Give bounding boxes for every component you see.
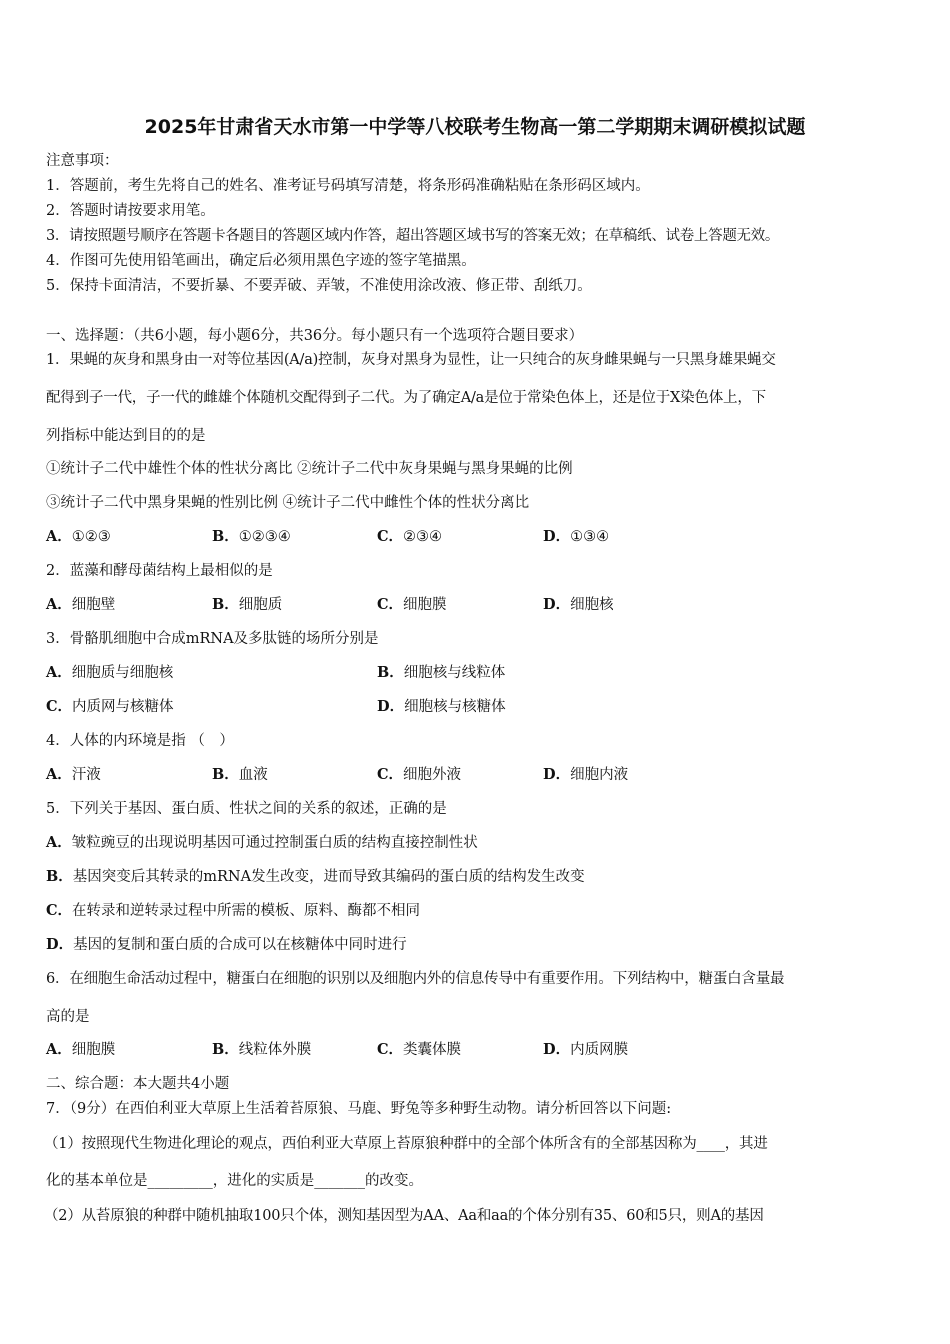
q1-sub2: ③统计子二代中黑身果蝇的性别比例 ④统计子二代中雌性个体的性状分离比 <box>46 495 530 511</box>
q5-option-d: D．基因的复制和蛋白质的合成可以在核糖体中同时进行 <box>46 936 407 953</box>
q3-option-a: A．细胞质与细胞核 <box>46 664 174 681</box>
q6-stem-line2: 高的是 <box>46 1009 90 1025</box>
q4-option-a: A．汗液 <box>46 766 101 783</box>
section1-heading: 一、选择题：（共6小题，每小题6分，共36分。每小题只有一个选项符合题目要求） <box>46 328 584 344</box>
notice-item: 5．保持卡面清洁，不要折暴、不要弄破、弄皱，不准使用涂改液、修正带、刮纸刀。 <box>46 278 592 294</box>
notice-heading: 注意事项： <box>46 153 119 169</box>
q2-stem: 2．蓝藻和酵母菌结构上最相似的是 <box>46 563 273 579</box>
q4-option-b: B．血液 <box>212 766 268 783</box>
q1-option-a: A．①②③ <box>46 528 111 545</box>
q2-option-d: D．细胞核 <box>543 596 614 613</box>
q7-part1-line1: （1）按照现代生物进化理论的观点，西伯利亚大草原上苔原狼种群中的全部个体所含有的全部基因称为____，其进 <box>44 1136 768 1152</box>
q3-stem: 3．骨骼肌细胞中合成mRNA及多肽链的场所分别是 <box>46 631 379 647</box>
q6-stem-line1: 6．在细胞生命活动过程中，糖蛋白在细胞的识别以及细胞内外的信息传导中有重要作用。下列结构中，糖蛋白含量最 <box>46 971 785 987</box>
q1-option-d: D．①③④ <box>543 528 610 545</box>
q2-option-c: C．细胞膜 <box>377 596 447 613</box>
q1-sub1: ①统计子二代中雄性个体的性状分离比 ②统计子二代中灰身果蝇与黑身果蝇的比例 <box>46 461 573 477</box>
q6-option-a: A．细胞膜 <box>46 1041 116 1058</box>
q5-option-a: A．皱粒豌豆的出现说明基因可通过控制蛋白质的结构直接控制性状 <box>46 834 478 851</box>
notice-item: 4．作图可先使用铅笔画出，确定后必须用黑色字迹的签字笔描黑。 <box>46 253 476 269</box>
q3-option-d: D．细胞核与核糖体 <box>377 698 506 715</box>
q5-option-b: B．基因突变后其转录的mRNA发生改变，进而导致其编码的蛋白质的结构发生改变 <box>46 868 585 885</box>
q3-option-b: B．细胞核与线粒体 <box>377 664 506 681</box>
q6-option-c: C．类囊体膜 <box>377 1041 462 1058</box>
q6-option-b: B．线粒体外膜 <box>212 1041 312 1058</box>
notice-item: 1．答题前，考生先将自己的姓名、准考证号码填写清楚，将条形码准确粘贴在条形码区域内。 <box>46 178 650 194</box>
q2-option-b: B．细胞质 <box>212 596 283 613</box>
q5-option-c: C．在转录和逆转录过程中所需的模板、原料、酶都不相同 <box>46 902 421 919</box>
q1-option-b: B．①②③④ <box>212 528 291 545</box>
q5-stem: 5．下列关于基因、蛋白质、性状之间的关系的叙述，正确的是 <box>46 801 447 817</box>
q4-stem: 4．人体的内环境是指 （ ） <box>46 733 234 749</box>
q7-part1-line2: 化的基本单位是_________，进化的实质是_______的改变。 <box>46 1173 423 1189</box>
q4-option-d: D．细胞内液 <box>543 766 629 783</box>
q4-option-c: C．细胞外液 <box>377 766 462 783</box>
q7-stem: 7．（9分）在西伯利亚大草原上生活着苔原狼、马鹿、野兔等多种野生动物。请分析回答以下问题: <box>46 1101 672 1117</box>
q2-option-a: A．细胞壁 <box>46 596 116 613</box>
q3-option-c: C．内质网与核糖体 <box>46 698 174 715</box>
q7-part2-line1: （2）从苔原狼的种群中随机抽取100只个体，测知基因型为AA、Aa和aa的个体分别有35、60和5只，则A的基因 <box>44 1208 764 1224</box>
exam-title: 2025年甘肃省天水市第一中学等八校联考生物高一第二学期期末调研模拟试题 <box>144 116 806 138</box>
q6-option-d: D．内质网膜 <box>543 1041 629 1058</box>
notice-item: 3．请按照题号顺序在答题卡各题目的答题区域内作答，超出答题区域书写的答案无效；在草稿纸、试卷上答题无效。 <box>46 228 780 244</box>
q1-stem-line2: 配得到子一代，子一代的雌雄个体随机交配得到子二代。为了确定A/a是位于常染色体上，还是位于X染色体上，下 <box>46 390 766 406</box>
q1-stem-line3: 列指标中能达到目的的是 <box>46 428 206 444</box>
notice-item: 2．答题时请按要求用笔。 <box>46 203 215 219</box>
q1-option-c: C．②③④ <box>377 528 443 545</box>
q1-stem-line1: 1．果蝇的灰身和黑身由一对等位基因(A/a)控制，灰身对黑身为显性，让一只纯合的灰身雌果蝇与一只黑身雄果蝇交 <box>46 352 776 368</box>
section2-heading: 二、综合题：本大题共4小题 <box>46 1076 230 1092</box>
